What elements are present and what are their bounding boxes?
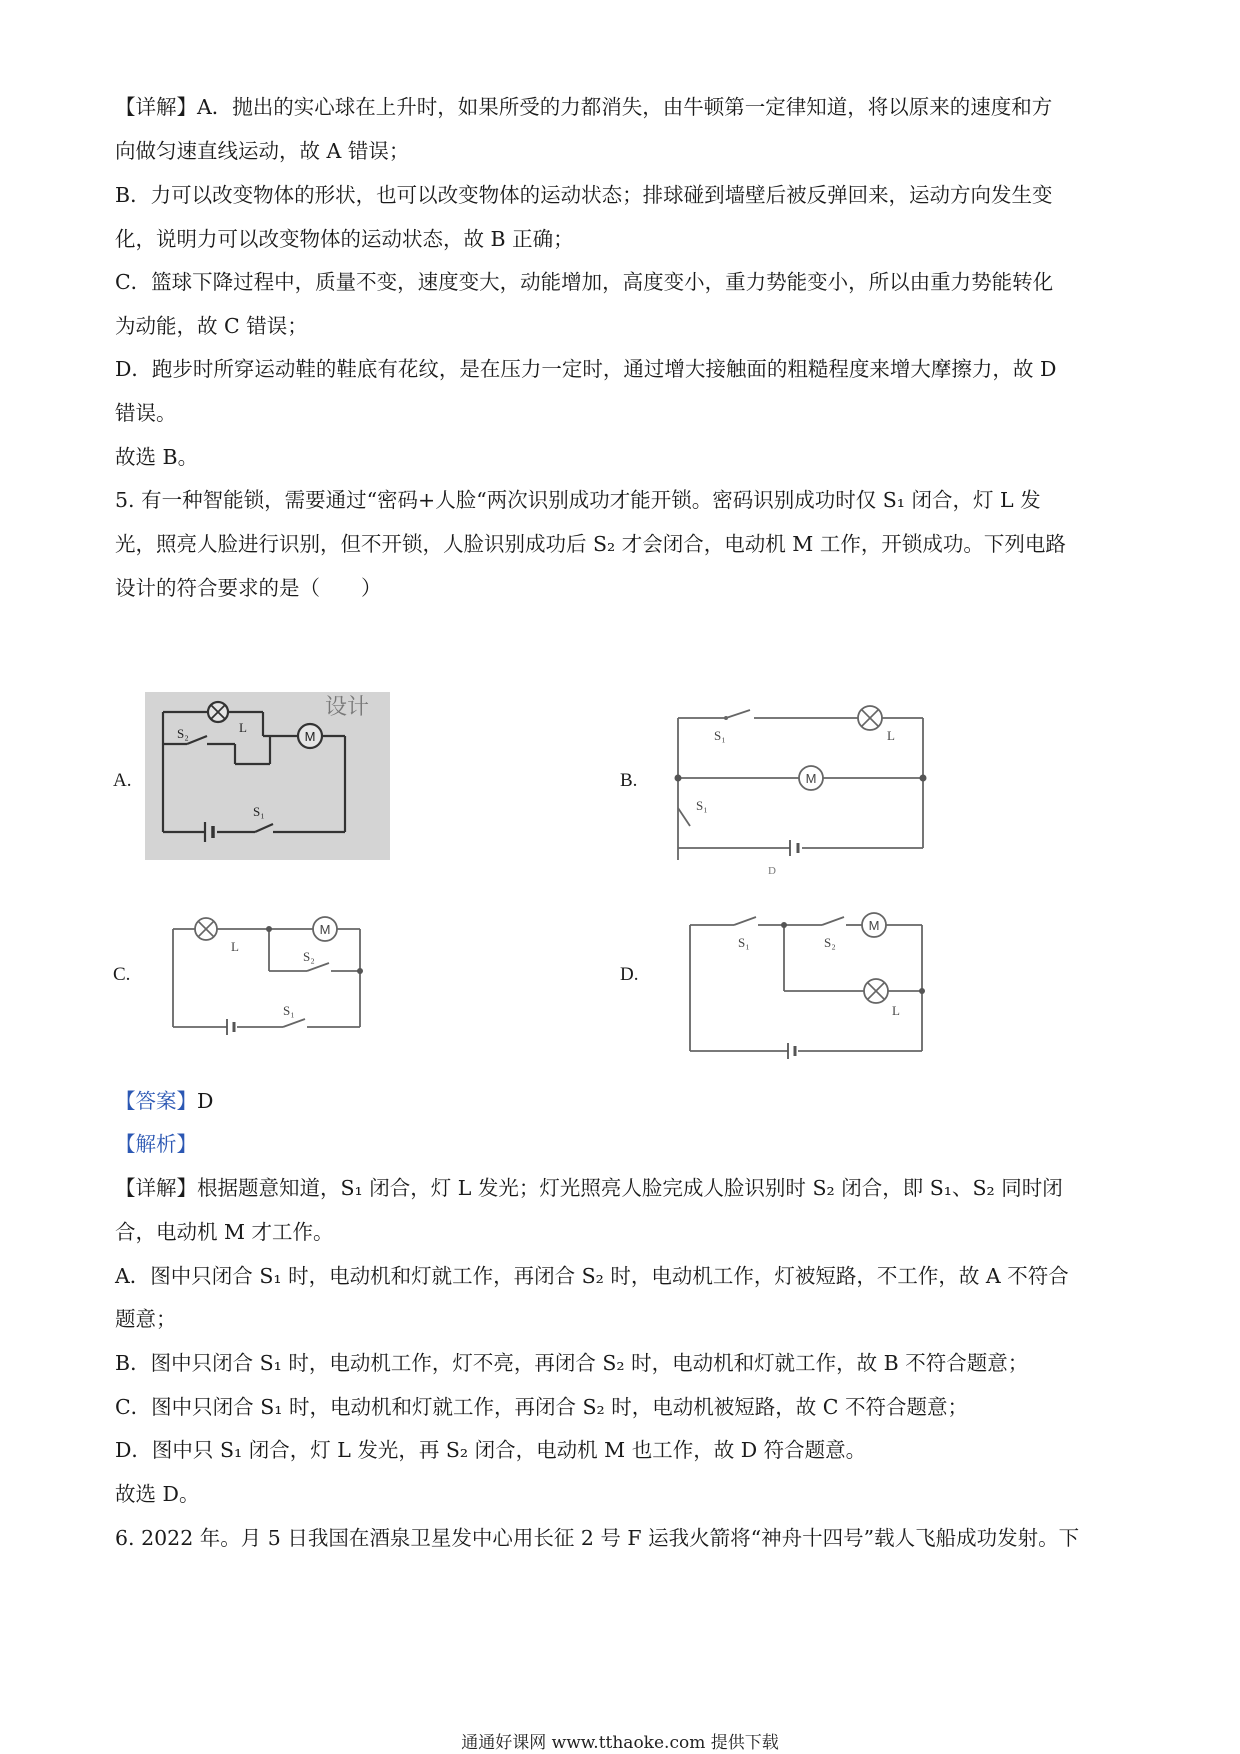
lamp-label: L [892, 1003, 900, 1018]
question-6-line: 6. 2022 年。月 5 日我国在酒泉卫星发中心用长征 2 号 F 运我火箭将“神舟十四号”载人飞船成功发射。下 [115, 1526, 1080, 1550]
motor-label: M [304, 729, 316, 744]
s2-label: S₂ [303, 949, 315, 964]
page-footer: 通通好课网 www.tthaoke.com 提供下载 [461, 1733, 779, 1753]
photo-bottom-text: D [768, 865, 776, 875]
choice-c-label: C. [113, 964, 131, 985]
question-5-line: 设计的符合要求的是（ ） [115, 576, 382, 600]
text-line: C．图中只闭合 S₁ 时，电动机和灯就工作，再闭合 S₂ 时，电动机被短路，故 C 不符合题意； [115, 1395, 968, 1419]
choice-a-label: A. [113, 770, 132, 791]
text-line: 化，说明力可以改变物体的运动状态，故 B 正确； [115, 227, 574, 251]
s1-label: S₁ [738, 935, 750, 950]
lamp-label: L [239, 720, 247, 735]
question-5-line: 5. 有一种智能锁，需要通过“密码+人脸“两次识别成功才能开锁。密码识别成功时仅 S₁ 闭合，灯 L 发 [115, 488, 1041, 512]
text-line: 故选 D。 [115, 1482, 200, 1506]
s1-label: S₁ [696, 798, 708, 813]
text-line: D．图中只 S₁ 闭合，灯 L 发光，再 S₂ 闭合，电动机 M 也工作，故 D 符合题意。 [115, 1438, 867, 1462]
text-line: 错误。 [115, 401, 177, 425]
s2-label: S₂ [177, 726, 189, 741]
lamp-label: L [231, 939, 239, 954]
text-line: 【详解】根据题意知道，S₁ 闭合，灯 L 发光；灯光照亮人脸完成人脸识别时 S₂ 闭合，即 S₁、S₂ 同时闭 [115, 1176, 1063, 1200]
choice-d-label: D. [620, 964, 639, 985]
circuit-diagram-a [145, 692, 390, 860]
analysis-label: 【解析】 [115, 1132, 197, 1156]
answer-line [115, 1086, 1125, 1116]
text-line: D．跑步时所穿运动鞋的鞋底有花纹，是在压力一定时，通过增大接触面的粗糙程度来增大摩擦力，故 D [115, 357, 1057, 381]
answer-value: D [197, 1089, 214, 1113]
answer-label: 【答案】 [115, 1089, 197, 1113]
text-line: C．篮球下降过程中，质量不变，速度变大，动能增加，高度变小，重力势能变小，所以由重力势能转化 [115, 270, 1054, 294]
circuit-diagram-b [670, 700, 940, 875]
text-line: 为动能，故 C 错误； [115, 314, 308, 338]
text-line: A．图中只闭合 S₁ 时，电动机和灯就工作，再闭合 S₂ 时，电动机工作，灯被短路，不工作，故 A 不符合 [115, 1264, 1069, 1288]
text-line: B．图中只闭合 S₁ 时，电动机工作，灯不亮，再闭合 S₂ 时，电动机和灯就工作，故 B 不符合题意； [115, 1351, 1029, 1375]
text-line: 题意； [115, 1307, 177, 1331]
text-line: 向做匀速直线运动，故 A 错误； [115, 139, 410, 163]
question-5-line: 光，照亮人脸进行识别，但不开锁，人脸识别成功后 S₂ 才会闭合，电动机 M 工作，开锁成功。下列电路 [115, 532, 1066, 556]
text-line: 【详解】A．抛出的实心球在上升时，如果所受的力都消失，由牛顿第一定律知道，将以原来的速度和方 [115, 95, 1053, 119]
s1-label: S₁ [283, 1003, 295, 1018]
text-line: 故选 B。 [115, 445, 199, 469]
s2-label: S₂ [824, 935, 836, 950]
s1-label: S₁ [253, 804, 265, 819]
motor-label: M [319, 922, 331, 937]
circuit-diagram-d [682, 903, 937, 1063]
circuit-diagram-c [165, 915, 375, 1040]
motor-label: M [868, 918, 880, 933]
s1-label: S₁ [714, 728, 726, 743]
text-line: B．力可以改变物体的形状，也可以改变物体的运动状态；排球碰到墙壁后被反弹回来，运动方向发生变 [115, 183, 1053, 207]
lamp-label: L [887, 728, 895, 743]
choice-b-label: B. [620, 770, 638, 791]
photo-text: 设计 [325, 695, 370, 720]
text-line: 合，电动机 M 才工作。 [115, 1220, 334, 1244]
motor-label: M [805, 771, 817, 786]
